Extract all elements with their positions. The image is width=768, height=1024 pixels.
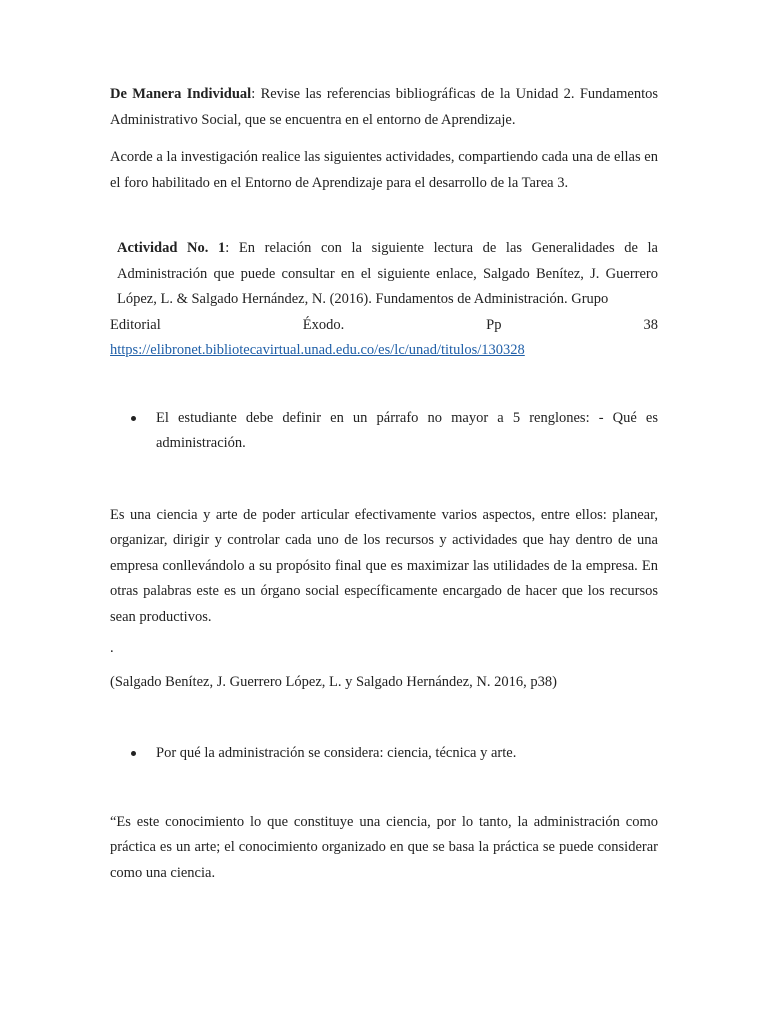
bullet-item-definition	[110, 406, 658, 457]
quote-paragraph: “Es este conocimiento lo que constituye una ciencia, por lo tanto, la administración como práctica es un arte; el conocimiento organizado en que se basa la práctica se puede considerar como una ciencia.	[110, 813, 658, 881]
activity-paragraph	[110, 236, 658, 313]
intro-paragraph	[110, 82, 658, 133]
activity-bold-label: Actividad No. 1	[117, 240, 226, 256]
separator-dot: .	[110, 640, 114, 656]
activity-link-line	[110, 338, 658, 364]
elibro-link[interactable]: https://elibronet.bibliotecavirtual.unad.edu.co/es/lc/unad/titulos/130328	[110, 342, 525, 358]
bullet-icon	[131, 751, 136, 756]
reference-publisher-word: Editorial	[110, 316, 161, 333]
bullet-text-definition: El estudiante debe definir en un párrafo no mayor a 5 renglones: - Qué es administración.	[156, 409, 658, 451]
reference-page-number: 38	[643, 316, 658, 333]
reference-pages-label: Pp	[486, 316, 502, 333]
bullet-text-science: Por qué la administración se considera: ciencia, técnica y arte.	[156, 745, 517, 761]
intro-text: : Revise las referencias bibliográficas de la Unidad 2. Fundamentos Administrativo Social, que se encuentra en el entorno de Aprendizaje.	[110, 86, 659, 128]
document-page	[110, 82, 658, 886]
bullet-icon	[131, 416, 136, 421]
bullet-item-science	[110, 741, 658, 767]
intro-bold-label: De Manera Individual	[110, 86, 252, 102]
instructions-paragraph: Acorde a la investigación realice las siguientes actividades, compartiendo cada una de ellas en el foro habilitado en el Entorno de Aprendizaje para el desarrollo de la Tarea 3.	[110, 149, 658, 191]
activity-reference-line	[110, 313, 658, 339]
activity-text: : En relación con la siguiente lectura de las Generalidades de la Administración que puede consultar en el siguiente enlace, Salgado Benítez, J. Guerrero López, L. & Salgado Hernández, N. (2016). Fundamentos de Administración. Grupo	[117, 240, 658, 307]
citation-line: (Salgado Benítez, J. Guerrero López, L. y Salgado Hernández, N. 2016, p38)	[110, 673, 557, 690]
answer-paragraph: Es una ciencia y arte de poder articular efectivamente varios aspectos, entre ellos: planear, organizar, dirigir y controlar cada uno de los recursos y actividades que hay dentro de una empresa conllevándolo a su propósito final que es maximizar las utilidades de la empresa. En otras palabras este es un órgano social específicamente encargado de hacer que los recursos sean productivos.	[110, 506, 658, 625]
reference-city-word: Éxodo.	[302, 316, 345, 333]
